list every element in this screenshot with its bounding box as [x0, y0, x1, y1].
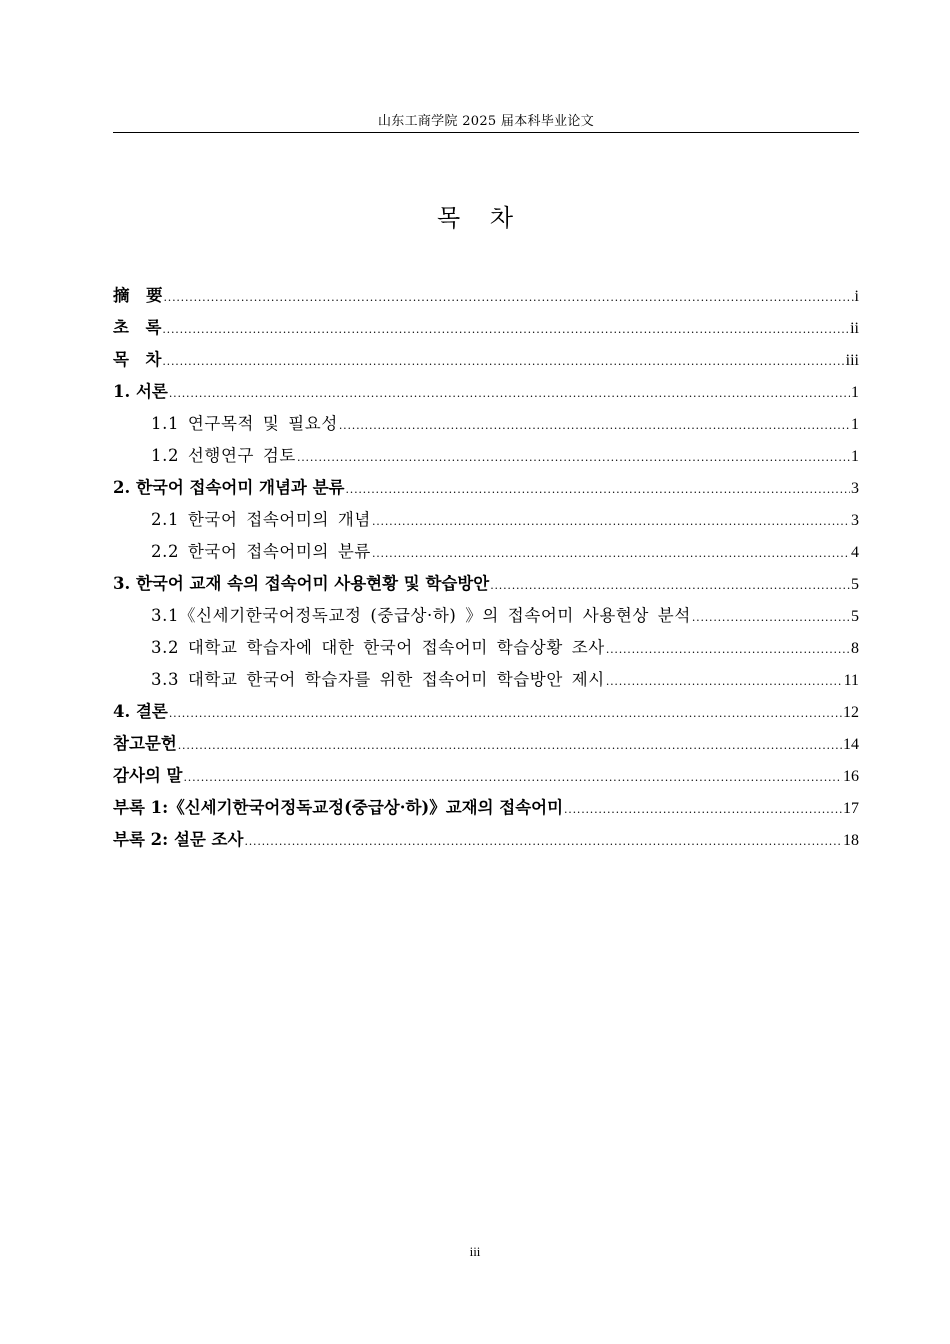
- toc-entry[interactable]: [113, 280, 859, 312]
- toc-dot-leader: [606, 634, 850, 666]
- toc-entry-page: 3: [851, 480, 859, 497]
- toc-entry-page: 11: [843, 672, 859, 689]
- toc-entry-page: 4: [851, 544, 859, 561]
- toc-entry-label: 초 록: [113, 318, 162, 337]
- toc-entry[interactable]: [113, 504, 859, 536]
- toc-dot-leader: [339, 410, 850, 442]
- toc-entry-page: 18: [843, 832, 859, 849]
- toc-entry-page: ii: [850, 320, 859, 337]
- toc-entry-label: 1.2 선행연구 검토: [151, 446, 296, 465]
- toc-dot-leader: [178, 730, 842, 762]
- toc-entry-label: 摘 要: [113, 286, 163, 305]
- toc-dot-leader: [564, 794, 842, 826]
- header-rule: [113, 132, 859, 133]
- toc-entry-page: 17: [843, 800, 859, 817]
- toc-entry-label: 3.2 대학교 학습자에 대한 한국어 접속어미 학습상황 조사: [151, 638, 605, 657]
- toc-entry-label: 3. 한국어 교재 속의 접속어미 사용현황 및 학습방안: [113, 574, 490, 593]
- toc-entry[interactable]: [113, 344, 859, 376]
- toc-entry[interactable]: [113, 600, 859, 632]
- toc-dot-leader: [372, 538, 850, 570]
- toc-dot-leader: [244, 826, 842, 858]
- toc-entry-page: 3: [851, 512, 859, 529]
- toc-entry[interactable]: [113, 536, 859, 568]
- toc-dot-leader: [184, 762, 842, 794]
- toc-entry-label: 목 차: [113, 350, 162, 369]
- toc-dot-leader: [606, 666, 843, 698]
- toc-entry-label: 1.1 연구목적 및 필요성: [151, 414, 338, 433]
- toc-entry-label: 4. 결론: [113, 702, 168, 721]
- toc-entry[interactable]: [113, 696, 859, 728]
- toc-entry-label: 2.1 한국어 접속어미의 개념: [151, 510, 371, 529]
- table-of-contents: [113, 280, 859, 856]
- toc-entry-label: 3.1《신세기한국어정독교정 (중급상·하) 》의 접속어미 사용현상 분석: [151, 606, 691, 625]
- toc-dot-leader: [372, 506, 850, 538]
- toc-entry[interactable]: [113, 440, 859, 472]
- toc-entry-label: 참고문헌: [113, 734, 177, 753]
- toc-entry-page: 1: [851, 384, 859, 401]
- toc-dot-leader: [297, 442, 850, 474]
- toc-entry[interactable]: [113, 408, 859, 440]
- toc-entry[interactable]: [113, 760, 859, 792]
- toc-entry-label: 감사의 말: [113, 766, 183, 785]
- toc-entry[interactable]: [113, 792, 859, 824]
- toc-dot-leader: [345, 474, 850, 506]
- running-header: 山东工商学院 2025 届本科毕业论文: [377, 114, 595, 129]
- toc-entry-page: iii: [845, 352, 859, 369]
- toc-entry-page: 12: [843, 704, 859, 721]
- toc-entry-page: i: [854, 288, 859, 305]
- toc-entry-label: 3.3 대학교 한국어 학습자를 위한 접속어미 학습방안 제시: [151, 670, 605, 689]
- page-title: 목 차: [437, 204, 513, 232]
- toc-entry-label: 2.2 한국어 접속어미의 분류: [151, 542, 371, 561]
- toc-entry-page: 16: [843, 768, 859, 785]
- toc-entry[interactable]: [113, 568, 859, 600]
- toc-entry-label: 부록 1:《신세기한국어정독교정(중급상·하)》교재의 접속어미: [113, 798, 564, 817]
- toc-entry[interactable]: [113, 376, 859, 408]
- toc-dot-leader: [164, 282, 854, 314]
- toc-entry[interactable]: [113, 632, 859, 664]
- toc-entry-label: 1. 서론: [113, 382, 168, 401]
- toc-dot-leader: [162, 314, 849, 346]
- toc-entry-label: 2. 한국어 접속어미 개념과 분류: [113, 478, 345, 497]
- toc-entry[interactable]: [113, 824, 859, 856]
- toc-entry-page: 1: [851, 448, 859, 465]
- toc-entry-label: 부록 2: 설문 조사: [113, 830, 244, 849]
- toc-entry[interactable]: [113, 312, 859, 344]
- toc-dot-leader: [490, 570, 850, 602]
- toc-entry-page: 1: [851, 416, 859, 433]
- toc-dot-leader: [169, 378, 850, 410]
- toc-dot-leader: [169, 698, 842, 730]
- toc-entry-page: 5: [851, 576, 859, 593]
- toc-entry[interactable]: [113, 472, 859, 504]
- toc-entry-page: 8: [851, 640, 859, 657]
- toc-entry-page: 14: [843, 736, 859, 753]
- toc-dot-leader: [162, 346, 844, 378]
- toc-entry[interactable]: [113, 728, 859, 760]
- toc-entry[interactable]: [113, 664, 859, 696]
- toc-entry-page: 5: [851, 608, 859, 625]
- page-number: iii: [469, 1244, 481, 1259]
- toc-dot-leader: [692, 602, 850, 634]
